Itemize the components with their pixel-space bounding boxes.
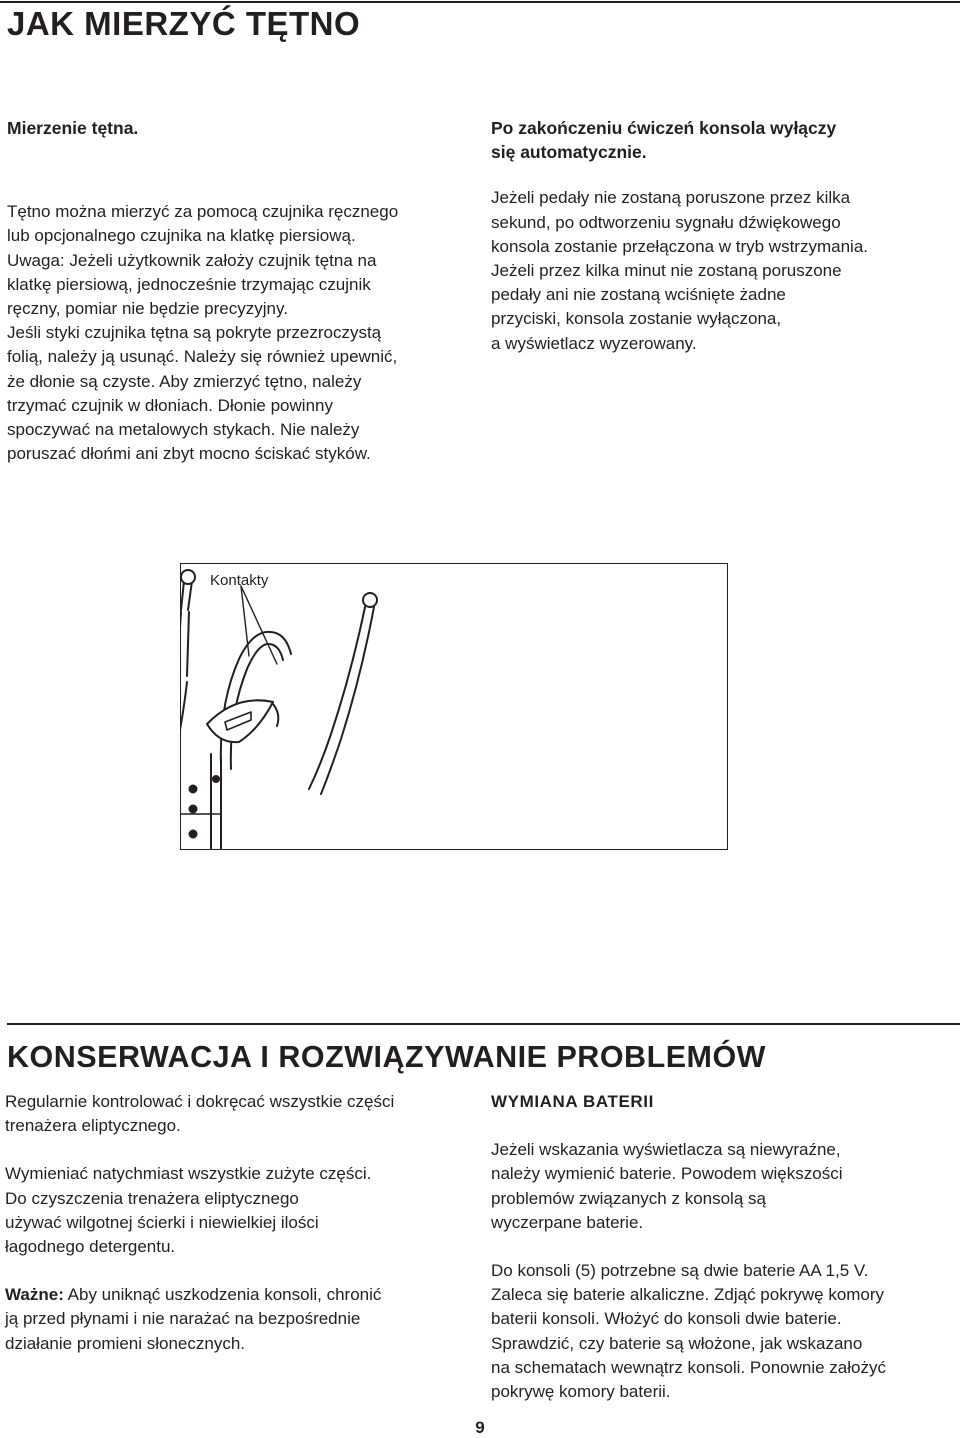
text-line: należy wymienić baterie. Powodem większości <box>491 1164 843 1184</box>
text-line: ręczny, pomiar nie będzie precyzyjny. <box>7 299 288 319</box>
text-line: sekund, po odtworzeniu sygnału dźwiękowego <box>491 212 841 232</box>
text-line: Do czyszczenia trenażera eliptycznego <box>5 1188 299 1208</box>
text-line: Jeżeli przez kilka minut nie zostaną poruszone <box>491 261 842 281</box>
text-line: Uwaga: Jeżeli użytkownik założy czujnik tętna na <box>7 250 377 270</box>
text-line: lub opcjonalnego czujnika na klatkę piersiową. <box>7 226 356 246</box>
text-line: Tętno można mierzyć za pomocą czujnika ręcznego <box>7 202 399 222</box>
text-line: problemów związanych z konsolą są <box>491 1188 766 1208</box>
auto-off-heading-line: się automatycznie. <box>491 142 647 163</box>
top-rule <box>0 1 960 3</box>
text-line: że dłonie są czyste. Aby zmierzyć tętno, należy <box>7 371 362 391</box>
heart-rate-left-column <box>7 116 477 466</box>
auto-off-right-column <box>491 116 956 356</box>
page-number: 9 <box>475 1418 485 1437</box>
section-title-heart-rate: JAK MIERZYĆ TĘTNO <box>7 5 361 42</box>
battery-subheading: WYMIANA BATERII <box>491 1092 654 1111</box>
text-line: Zaleca się baterie alkaliczne. Zdjąć pokrywę komory <box>491 1285 885 1305</box>
text-line: Wymieniać natychmiast wszystkie zużyte części. <box>5 1164 372 1184</box>
warning-first-line <box>5 1283 485 1307</box>
text-line: spoczywać na metalowych stykach. Nie należy <box>7 420 360 440</box>
text-line: baterii konsoli. Włożyć do konsoli dwie baterie. <box>491 1309 842 1329</box>
text-line: ją przed płynami i nie narażać na bezpośrednie <box>5 1309 361 1329</box>
text-line: Jeżeli wskazania wyświetlacza są niewyraźne, <box>491 1140 841 1160</box>
text-line: pedały ani nie zostaną wciśnięte żadne <box>491 285 786 305</box>
text-line: działanie promieni słonecznych. <box>5 1333 246 1353</box>
text-line: wyczerpane baterie. <box>491 1212 644 1232</box>
text-line: a wyświetlacz wyzerowany. <box>491 333 697 353</box>
text-line: klatkę piersiową, jednocześnie trzymając czujnik <box>7 274 371 294</box>
text-line: trzymać czujnik w dłoniach. Dłonie powinny <box>7 395 333 415</box>
warning-label: Ważne: <box>5 1285 64 1305</box>
battery-right-column <box>491 1090 956 1404</box>
figure-label-contacts: Kontakty <box>210 572 269 589</box>
warning-text: Aby uniknąć uszkodzenia konsoli, chronić <box>63 1285 382 1305</box>
pulse-contacts-illustration <box>180 563 728 850</box>
elliptical-handlebars-drawing <box>181 564 728 850</box>
text-line: używać wilgotnej ścierki i niewielkiej ilości <box>5 1212 319 1232</box>
text-line: Regularnie kontrolować i dokręcać wszystkie części <box>5 1092 395 1111</box>
text-line: trenażera eliptycznego. <box>5 1116 181 1136</box>
text-line: przyciski, konsola zostanie wyłączona, <box>491 309 782 329</box>
text-line: folią, należy ją usunąć. Należy się również upewnić, <box>7 347 398 367</box>
text-line: Do konsoli (5) potrzebne są dwie baterie AA 1,5 V. <box>491 1261 869 1281</box>
text-line: pokrywę komory baterii. <box>491 1382 671 1402</box>
section-title-maintenance: KONSERWACJA I ROZWIĄZYWANIE PROBLEMÓW <box>7 1040 766 1074</box>
text-line: na schematach wewnątrz konsoli. Ponownie założyć <box>491 1357 886 1377</box>
text-line: Jeśli styki czujnika tętna są pokryte przezroczystą <box>7 323 382 343</box>
text-line: Jeżeli pedały nie zostaną poruszone przez kilka <box>491 188 851 208</box>
section-rule <box>7 1023 960 1025</box>
maintenance-left-column <box>5 1090 485 1356</box>
heart-rate-heading: Mierzenie tętna. <box>7 118 139 138</box>
text-line: konsola zostanie przełączona w tryb wstrzymania. <box>491 236 868 256</box>
text-line: poruszać dłońmi ani zbyt mocno ściskać styków. <box>7 444 371 464</box>
text-line: Sprawdzić, czy baterie są włożone, jak wskazano <box>491 1333 863 1353</box>
auto-off-heading-line: Po zakończeniu ćwiczeń konsola wyłączy <box>491 118 837 138</box>
text-line: łagodnego detergentu. <box>5 1237 176 1257</box>
